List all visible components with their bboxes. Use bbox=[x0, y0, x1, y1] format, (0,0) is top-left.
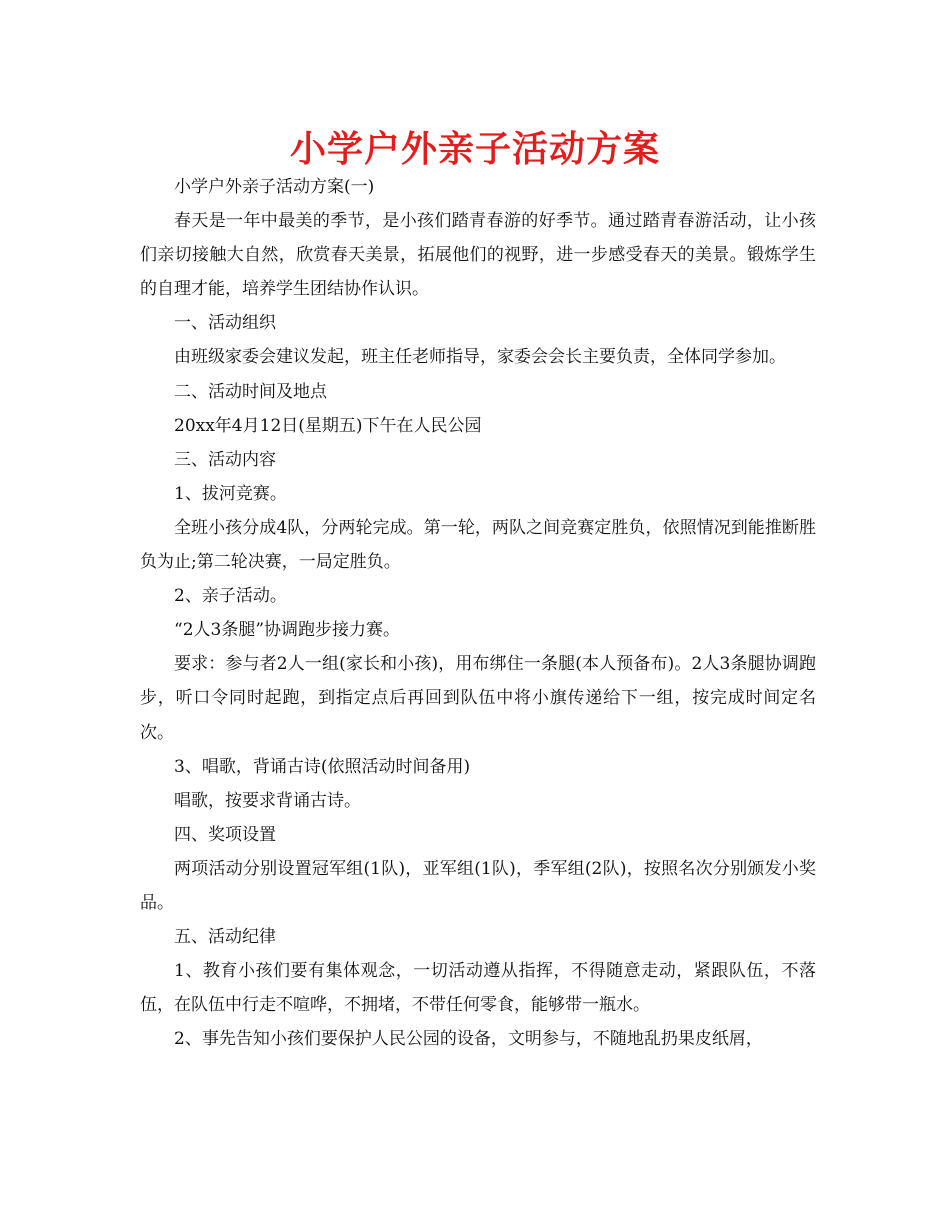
paragraph: 1、拔河竞赛。 bbox=[174, 483, 287, 504]
paragraph: 20xx年4月12日(星期五)下午在人民公园 bbox=[174, 415, 482, 436]
section-heading: 三、活动内容 bbox=[174, 449, 276, 470]
paragraph: 两项活动分别设置冠军组(1队)，亚军组(1队)，季军组(2队)，按照名次分别颁发小奖品。 bbox=[140, 858, 816, 913]
paragraph: 2、事先告知小孩们要保护人民公园的设备，文明参与，不随地乱扔果皮纸屑， bbox=[174, 1029, 763, 1050]
section-heading: 一、活动组织 bbox=[174, 313, 276, 334]
document-title: 小学户外亲子活动方案 bbox=[289, 129, 660, 170]
paragraph: 全班小孩分成4队，分两轮完成。第一轮，两队之间竞赛定胜负，依照情况到能推断胜负为止;第二轮决赛，一局定胜负。 bbox=[140, 517, 816, 573]
paragraph: 小学户外亲子活动方案(一) bbox=[174, 177, 375, 197]
paragraph: 春天是一年中最美的季节，是小孩们踏青春游的好季节。通过踏青春游活动，让小孩们亲切接触大自然，欣赏春天美景，拓展他们的视野，进一步感受春天的美景。锻炼学生的自理才能，培养学生团结协作认识。 bbox=[140, 211, 816, 300]
document-body bbox=[140, 170, 816, 1056]
paragraph: 要求：参与者2人一组(家长和小孩)，用布绑住一条腿(本人预备布)。2人3条腿协调跑步，听口令同时起跑，到指定点后再回到队伍中将小旗传递给下一组，按完成时间定名次。 bbox=[140, 654, 816, 743]
paragraph: 由班级家委会建议发起，班主任老师指导，家委会会长主要负责，全体同学参加。 bbox=[174, 347, 786, 368]
paragraph: 唱歌，按要求背诵古诗。 bbox=[174, 790, 361, 811]
section-heading: 四、奖项设置 bbox=[174, 824, 276, 845]
paragraph: “2人3条腿”协调跑步接力赛。 bbox=[174, 620, 401, 641]
paragraph: 1、教育小孩们要有集体观念，一切活动遵从指挥，不得随意走动，紧跟队伍，不落伍，在队伍中行走不喧哗，不拥堵，不带任何零食，能够带一瓶水。 bbox=[140, 961, 816, 1016]
paragraph: 3、唱歌，背诵古诗(依照活动时间备用) bbox=[174, 756, 471, 777]
section-heading: 二、活动时间及地点 bbox=[174, 381, 327, 402]
section-heading: 五、活动纪律 bbox=[174, 927, 276, 948]
paragraph: 2、亲子活动。 bbox=[174, 586, 287, 607]
